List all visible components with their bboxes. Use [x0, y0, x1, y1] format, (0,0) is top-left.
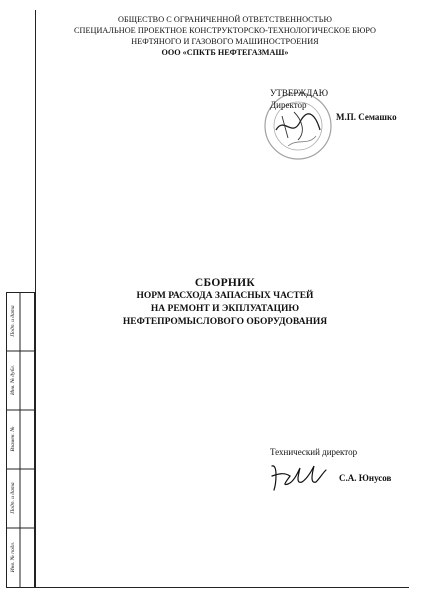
side-cell-sign-date-2: Подп. и дата	[10, 482, 16, 514]
side-stamp-table	[6, 292, 35, 588]
organization-header	[40, 14, 410, 58]
side-cell-inv-dubl: Инв. № дубл.	[10, 365, 16, 395]
approval-role: Директор	[270, 100, 307, 110]
org-short-name: ООО «СПКТБ НЕФТЕГАЗМАШ»	[161, 48, 289, 57]
signoff-role: Технический директор	[270, 447, 358, 457]
approval-name: М.П. Семашко	[336, 112, 397, 122]
org-name-line-3: НЕФТЯНОГО И ГАЗОВОГО МАШИНОСТРОЕНИЯ	[131, 37, 319, 46]
title-line-1: НОРМ РАСХОДА ЗАПАСНЫХ ЧАСТЕЙ	[136, 291, 314, 301]
document-title	[40, 276, 410, 329]
approval-label: УТВЕРЖДАЮ	[270, 88, 329, 98]
title-line-3: НЕФТЕПРОМЫСЛОВОГО ОБОРУДОВАНИЯ	[122, 317, 328, 327]
title-line-2: НА РЕМОНТ И ЭКПЛУАТАЦИЮ	[150, 304, 300, 314]
side-cell-inv-podl: Инв. № подл.	[10, 541, 16, 573]
handwritten-signature	[268, 460, 334, 494]
seal-stamp	[258, 86, 338, 166]
org-name-line-2: СПЕЦИАЛЬНОЕ ПРОЕКТНОЕ КОНСТРУКТОРСКО-ТЕХНОЛОГИЧЕСКОЕ БЮРО	[73, 26, 376, 35]
title-main: СБОРНИК	[194, 277, 256, 289]
signoff-name: С.А. Юнусов	[339, 473, 392, 483]
side-cell-sign-date-1: Подп. и дата	[10, 305, 16, 337]
side-cell-vzamen: Взамен. №	[10, 426, 16, 452]
org-name-line-1: ОБЩЕСТВО С ОГРАНИЧЕННОЙ ОТВЕТСТВЕННОСТЬЮ	[118, 15, 332, 24]
